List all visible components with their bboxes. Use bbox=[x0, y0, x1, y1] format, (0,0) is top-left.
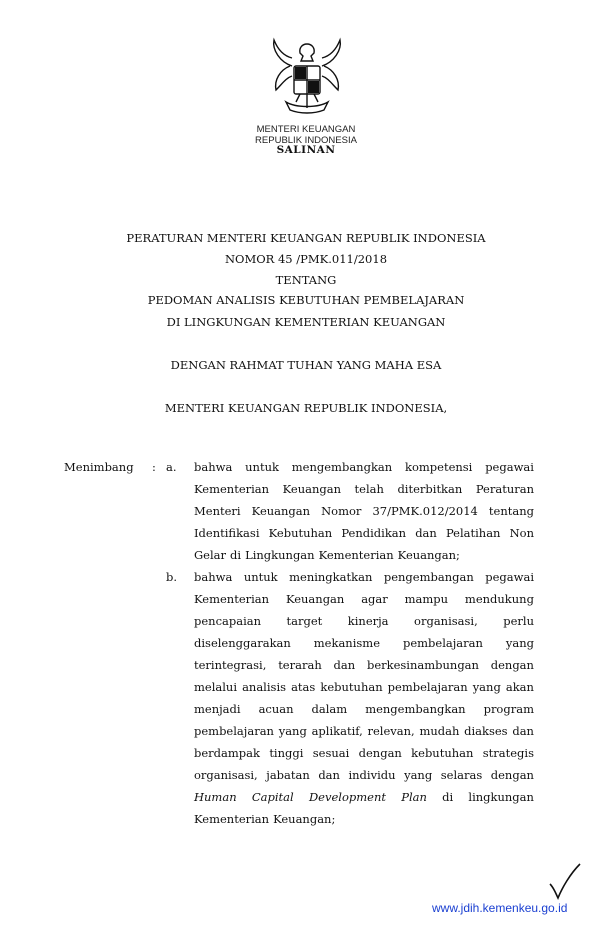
body-line: Identifikasi Kebutuhan Pendidikan dan Pelatihan Non bbox=[194, 526, 534, 540]
body-line: diselenggarakan mekanisme pembelajaran yang bbox=[194, 636, 534, 650]
title-line-1: PERATURAN MENTERI KEUANGAN REPUBLIK INDONESIA bbox=[126, 231, 486, 245]
title-line-2: NOMOR 45 /PMK.011/2018 bbox=[224, 252, 388, 266]
body-line: Kementerian Keuangan telah diterbitkan Peraturan bbox=[194, 482, 534, 496]
body-line: Gelar di Lingkungan Kementerian Keuangan; bbox=[194, 548, 460, 562]
footer-url[interactable]: www.jdih.kemenkeu.go.id bbox=[432, 901, 568, 915]
title-line-4: PEDOMAN ANALISIS KEBUTUHAN PEMBELAJARAN bbox=[147, 293, 465, 307]
preamble: DENGAN RAHMAT TUHAN YANG MAHA ESA bbox=[170, 358, 442, 372]
title-line-5: DI LINGKUNGAN KEMENTERIAN KEUANGAN bbox=[166, 315, 446, 329]
body-line: Kementerian Keuangan agar mampu mendukung bbox=[194, 592, 534, 606]
body-line: pembelajaran yang aplikatif, relevan, mudah diakses dan bbox=[194, 724, 534, 738]
body-line: pencapaian target kinerja organisasi, perlu bbox=[194, 614, 534, 628]
item-b-marker: b. bbox=[166, 570, 178, 584]
menimbang-colon: : bbox=[152, 460, 156, 474]
body-line: organisasi, jabatan dan individu yang selaras dengan bbox=[194, 768, 534, 782]
item-a-marker: a. bbox=[166, 460, 177, 474]
letterhead-line-2: REPUBLIK INDONESIA bbox=[255, 135, 357, 146]
body-line: Menteri Keuangan Nomor 37/PMK.012/2014 tentang bbox=[194, 504, 534, 518]
garuda-emblem-icon bbox=[262, 36, 352, 126]
body-line: berdampak tinggi sesuai dengan kebutuhan strategis bbox=[194, 746, 534, 760]
paraf-signature bbox=[546, 862, 586, 902]
body-line: bahwa untuk mengembangkan kompetensi pegawai bbox=[194, 460, 534, 474]
salinan-stamp: SALINAN bbox=[276, 144, 336, 156]
menimbang-label: Menimbang bbox=[64, 460, 134, 474]
body-line: bahwa untuk meningkatkan pengembangan pegawai bbox=[194, 570, 534, 584]
issuer: MENTERI KEUANGAN REPUBLIK INDONESIA, bbox=[164, 401, 448, 415]
body-line: Kementerian Keuangan; bbox=[194, 812, 336, 826]
body-line: menjadi acuan dalam mengembangkan program bbox=[194, 702, 534, 716]
body-line: Human Capital Development Plan di lingkungan bbox=[194, 790, 534, 804]
letterhead-line-1: MENTERI KEUANGAN bbox=[256, 124, 356, 135]
body-line: terintegrasi, terarah dan berkesinambungan dengan bbox=[194, 658, 534, 672]
title-line-3: TENTANG bbox=[275, 273, 337, 287]
body-line: melalui analisis atas kebutuhan pembelajaran yang akan bbox=[194, 680, 534, 694]
